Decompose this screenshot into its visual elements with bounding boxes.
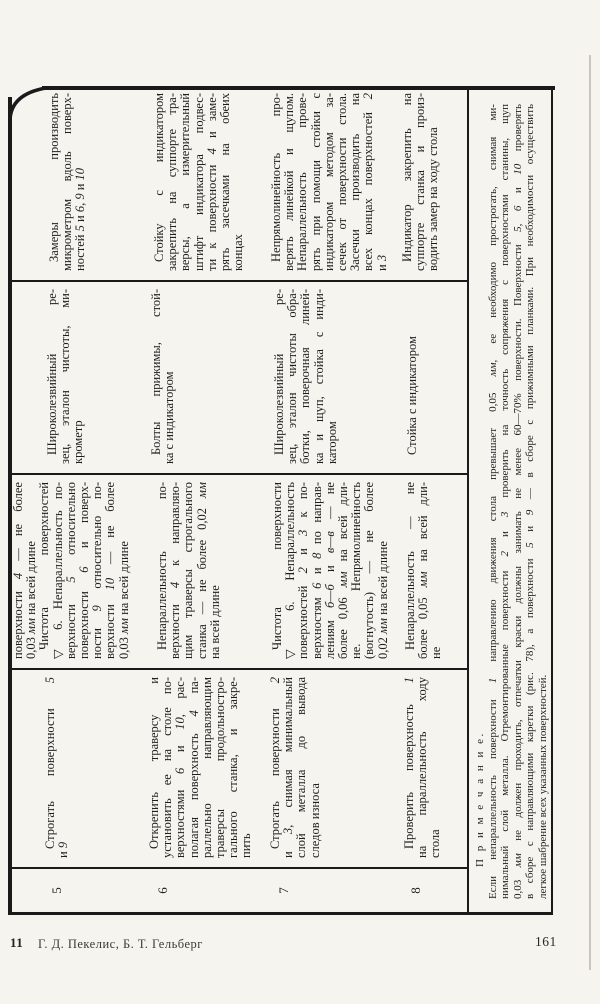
cell-line: катором: [324, 421, 339, 464]
note-line: легкое шабрение всех указанных поверхностей.: [536, 674, 549, 899]
row-number: 6: [155, 887, 170, 894]
cell-method: [153, 93, 245, 271]
cell-line: Непараллельность прове-: [295, 93, 310, 271]
cell-line: крометр: [71, 420, 86, 464]
cell-line: ка с индикатором: [162, 371, 177, 464]
cell-line: гального станка, и закре-: [226, 677, 241, 858]
cell-line: поверхностей 2 и 3 к по-: [296, 482, 311, 659]
cell-line: верхностями 6 и 10, рас-: [173, 677, 188, 858]
book-authors: Г. Д. Пекелис, Б. Т. Гельберг: [38, 937, 203, 951]
cell-line: Непараллельность — не: [403, 482, 417, 650]
note-heading: П р и м е ч а н и е.: [474, 731, 486, 867]
cell-line: (вогнутость) — не более: [362, 482, 377, 659]
cell-line: ностей 5 и 6, 9 и 10: [73, 167, 88, 271]
cell-line: рять при помощи стойки с: [308, 93, 323, 271]
cell-tools: [150, 289, 176, 464]
cell-line: Проверить поверхность 1: [402, 677, 416, 849]
cell-line: более 0,06 мм на всей дли-: [336, 482, 351, 659]
page-number: 161: [535, 934, 557, 949]
cell-line: Непрямолинейность про-: [269, 93, 283, 262]
cell-line: Индикатор закрепить на: [400, 93, 414, 262]
cell-method: [401, 93, 441, 271]
rotated-table: [8, 85, 553, 913]
cell-tools: [406, 289, 419, 464]
page-edge-shadow: [589, 55, 591, 970]
cell-line: ботки, поверочная линей-: [298, 289, 313, 464]
cell-line: 0,02 мм на всей длине: [375, 541, 390, 659]
cell-line: раллельно направляющим: [199, 677, 214, 858]
cell-line: зец, эталон чистоты обра-: [285, 289, 300, 464]
cell-line: Чистота поверхностей: [37, 482, 52, 650]
cell-line: ▽ 6. Непараллельность: [283, 482, 298, 659]
cell-line: сечек от поверхности стола.: [335, 93, 350, 271]
cell-requirements: [271, 482, 390, 659]
cell-line: не: [429, 646, 444, 659]
printer-signature: 11: [10, 935, 24, 950]
cell-line: 0,03 мм на всей длине: [24, 541, 39, 659]
note-line: Если непараллельность поверхности 1 направлению движения стола превышает 0,05 мм, ее необходимо прострогать, снимая ми-: [486, 104, 499, 899]
cell-line: полагая поверхность 4 па-: [186, 677, 201, 858]
cell-tools: [46, 289, 86, 464]
row-number: 7: [276, 887, 291, 894]
cell-line: Засечки производить на: [348, 93, 363, 271]
cell-line: верхности 10 — не более: [103, 482, 118, 659]
cell-line: Чистота поверхности: [270, 482, 284, 650]
cell-requirements: [12, 482, 131, 659]
cell-operation: [44, 677, 70, 858]
cell-method: [48, 93, 88, 271]
row-number: 5: [49, 887, 64, 894]
cell-line: Стойку с индикатором: [152, 93, 166, 262]
cell-line: на параллельность ходу: [415, 677, 430, 858]
cell-line: Широколезвийный ре-: [272, 289, 286, 455]
cell-line: ка и щуп, стойка с инди-: [311, 289, 326, 464]
cell-line: версы, а измерительный: [178, 93, 193, 271]
cell-line: закрепить на суппорте тра-: [165, 93, 180, 271]
note-line: нимальный слой металла. Отремонтированные поверхности 2 и 3 проверить на точность сопряжения с поверхностями станины, щуп: [499, 104, 511, 899]
row-number: 8: [408, 887, 423, 894]
cell-line: ности 9 относительно по-: [90, 481, 105, 659]
cell-line: лениям б—б и в—в — не: [322, 482, 337, 659]
cell-line: верхности 4 к направляю-: [168, 481, 183, 659]
cell-line: ти к поверхности 4 и заме-: [204, 92, 219, 271]
cell-operation: [148, 677, 254, 858]
cell-line: верхностям 6 и 8 по направ-: [309, 482, 324, 659]
cell-line: станка — не более 0,02 мм: [194, 482, 209, 659]
cell-line: 0,03 мм на всей длине: [116, 541, 131, 659]
cell-line: щим траверсы строгального: [181, 482, 196, 659]
cell-line: не. Непрямолинейность: [349, 482, 364, 659]
cell-line: Замеры производить: [47, 93, 61, 262]
cell-tools: [273, 289, 339, 464]
cell-line: Стойка с индикатором: [405, 336, 419, 455]
cell-line: и 3, снимая минимальный: [281, 677, 296, 858]
cell-line: штифт индикатора подвес-: [191, 93, 206, 271]
cell-line: и 3: [374, 254, 389, 271]
cell-line: Непараллельность по-: [155, 482, 169, 650]
cell-line: Широколезвийный ре-: [45, 289, 59, 455]
cell-line: и 9: [56, 841, 71, 858]
cell-line: Строгать поверхности 5: [43, 677, 57, 849]
cell-line: Болты прижимы, стой-: [149, 289, 163, 455]
cell-line: верхности 5 относительно: [63, 482, 78, 659]
cell-requirements: [404, 482, 444, 659]
cell-operation: [269, 677, 322, 858]
cell-line: верять линейкой и щупом.: [282, 93, 297, 271]
cell-line: установить ее на столе по-: [160, 677, 175, 858]
cell-line: поверхности 4 — не более: [11, 482, 25, 659]
cell-line: более 0,05 мм на всей дли-: [416, 482, 431, 659]
note-line: 0,03 мм не должен проходить, отпечатки краски должны занимать не менее 60—70% поверхности. Поверхности 5, 6 и 10 проверять: [511, 104, 524, 899]
cell-line: Открепить траверсу и: [147, 677, 161, 849]
cell-line: концах: [231, 234, 246, 271]
cell-method: [270, 93, 389, 271]
cell-line: зец, эталон чистоты, ми-: [58, 289, 73, 464]
cell-line: пить: [239, 833, 254, 858]
cell-line: траверсы продольностро-: [213, 677, 228, 858]
cell-line: суппорте станка и произ-: [413, 93, 428, 271]
cell-line: рять засечками на обеих: [218, 93, 233, 271]
cell-line: поверхности 6 и поверх-: [77, 482, 92, 659]
cell-line: Строгать поверхности 2: [268, 677, 282, 849]
cell-line: всех концах поверхностей 2: [361, 93, 376, 271]
cell-line: стола: [428, 829, 443, 858]
cell-line: индикатором методом за-: [321, 93, 336, 271]
cell-requirements: [156, 482, 222, 659]
cell-line: водить замер на ходу стола: [426, 127, 441, 271]
cell-line: слой металла до вывода: [294, 677, 309, 858]
cell-line: следов износа: [307, 783, 322, 858]
cell-line: микрометром вдоль поверх-: [60, 93, 75, 271]
note-line: в сборе с направляющими каретки (рис. 78), а поверхности 5 и 9 — в сборе с прижимными планками. При необходимости осуществить: [524, 103, 536, 899]
cell-line: на всей длине: [207, 585, 222, 659]
cell-operation: [403, 677, 443, 858]
cell-line: ▽ 6. Непараллельность по-: [50, 482, 65, 659]
